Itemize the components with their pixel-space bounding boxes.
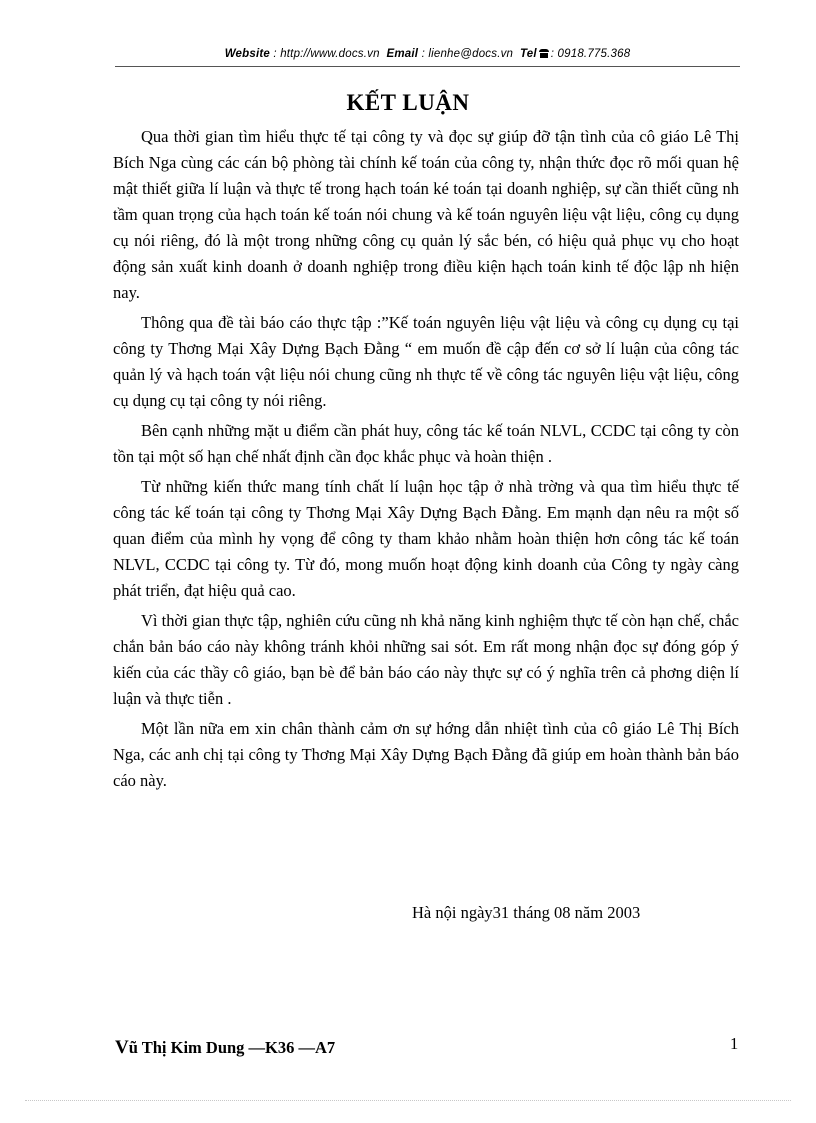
paragraph: Thông qua đề tài báo cáo thực tập :”Kế toán nguyên liệu vật liệu và công cụ dụng cụ tại công ty Thơng Mại Xây Dựng Bạch Đằng “ em muốn đề cập đến cơ sở lí luận của công tác quản lý và hạch toán vật liệu nói chung cũng nh thực tế về công tác nguyên liệu vật liệu, công cụ dụng cụ tại công ty nói riêng. bbox=[113, 313, 739, 410]
website-label: Website bbox=[224, 48, 270, 60]
author-name: ũ Thị Kim Dung —K36 —A7 bbox=[128, 1038, 336, 1057]
bottom-divider bbox=[25, 1100, 791, 1101]
email-label: Email bbox=[386, 48, 419, 60]
website-value: : http://www.docs.vn bbox=[273, 48, 380, 60]
email-value: : lienhe@docs.vn bbox=[421, 48, 514, 60]
header-divider bbox=[115, 66, 740, 67]
page-title: KẾT LUẬN bbox=[346, 90, 470, 115]
paragraph: Qua thời gian tìm hiểu thực tế tại công ty và đọc sự giúp đỡ tận tình của cô giáo Lê Thị Bích Nga cùng các cán bộ phòng tài chính kế toán của công ty, nhận thức đọc rõ mối quan hệ mật thiết giữa lí luận và thực tế trong hạch toán ké toán tại doanh nghiệp, sự cần thiết cũng nh tầm quan trọng của hạch toán kế toán nói chung và kế toán nguyên liệu vật liệu, công cụ dụng cụ nói riêng, đó là một trong những công cụ quản lý sắc bén, có hiệu quả phục vụ cho hoạt động sản xuất kinh doanh ở doanh nghiệp trong điều kiện hạch toán kinh tế độc lập nh hiện nay. bbox=[113, 127, 739, 302]
page-number: 1 bbox=[730, 1034, 739, 1053]
paragraph: Bên cạnh những mặt u điểm cần phát huy, công tác kế toán NLVL, CCDC tại công ty còn tồn tại một số hạn chế nhất định cần đọc khắc phục và hoàn thiện . bbox=[113, 421, 739, 466]
author-initial: V bbox=[115, 1037, 129, 1058]
date-line: Hà nội ngày31 tháng 08 năm 2003 bbox=[412, 903, 641, 922]
page-header bbox=[115, 48, 740, 60]
tel-label: Tel bbox=[519, 48, 537, 60]
phone-icon bbox=[539, 49, 549, 58]
paragraph: Từ những kiến thức mang tính chất lí luận học tập ở nhà trờng và qua tìm hiểu thực tế công tác kế toán tại công ty Thơng Mại Xây Dựng Bạch Đằng. Em mạnh dạn nêu ra một số quan điểm của mình hy vọng để công ty tham khảo nhằm hoàn thiện hơn công tác kế toán NLVL, CCDC tại công ty. Từ đó, mong muốn hoạt động kinh doanh của Công ty ngày càng phát triển, đạt hiệu quả cao. bbox=[113, 477, 739, 600]
paragraph: Vì thời gian thực tập, nghiên cứu cũng nh khả năng kinh nghiệm thực tế còn hạn chế, chắc chắn bản báo cáo này không tránh khỏi những sai sót. Em rất mong nhận đọc sự đóng góp ý kiến của các thầy cô giáo, bạn bè để bản báo cáo này thực sự có ý nghĩa trên cả phơng diện lí luận và thực tiễn . bbox=[113, 611, 739, 708]
document-body bbox=[113, 124, 739, 798]
paragraph: Một lần nữa em xin chân thành cảm ơn sự hớng dẫn nhiệt tình của cô giáo Lê Thị Bích Nga, các anh chị tại công ty Thơng Mại Xây Dựng Bạch Đằng đã giúp em hoàn thành bản báo cáo này. bbox=[113, 719, 739, 790]
tel-value: : 0918.775.368 bbox=[550, 48, 631, 60]
footer-author bbox=[115, 1037, 335, 1059]
